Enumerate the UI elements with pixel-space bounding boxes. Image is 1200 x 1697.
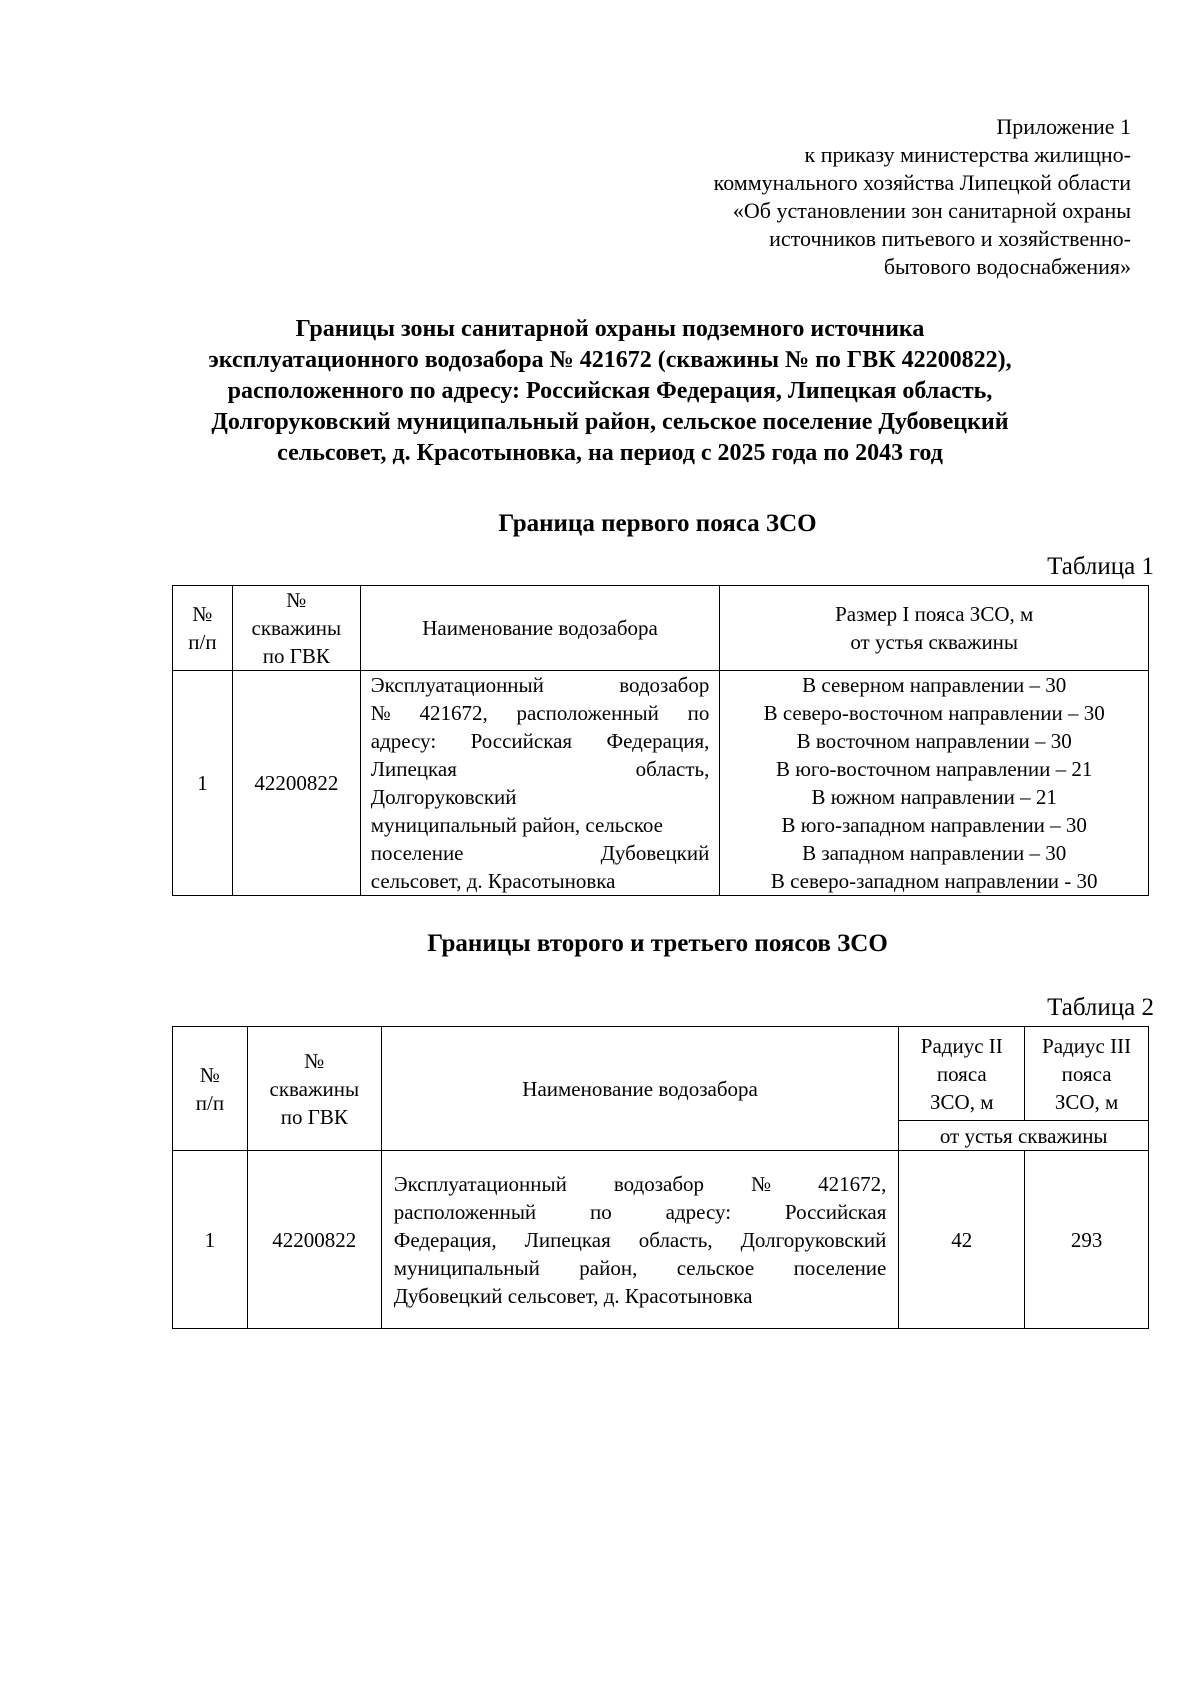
appendix-line: «Об установлении зон санитарной охраны <box>732 198 1131 223</box>
name-line <box>371 671 710 699</box>
name-word: Эксплуатационный <box>393 1171 567 1196</box>
title-line: эксплуатационного водозабора № 421672 (скважины № по ГВК 42200822), <box>208 347 1012 373</box>
cell-num: 1 <box>173 671 233 896</box>
table1-label: Таблица 1 <box>1047 553 1154 580</box>
direction-line: В северо-западном направлении - 30 <box>770 869 1098 893</box>
header-r3-line: Радиус III <box>1042 1033 1132 1058</box>
table-second-third-zone <box>172 1026 1149 1329</box>
header-r3-line: ЗСО, м <box>1054 1089 1119 1114</box>
name-word: по <box>590 1199 612 1224</box>
name-word: Федерация, <box>606 729 710 753</box>
header-r3-line: пояса <box>1061 1061 1112 1086</box>
section1-title: Граница первого пояса ЗСО <box>498 510 817 537</box>
name-word: расположенный <box>516 701 659 725</box>
appendix-line: Приложение 1 <box>996 114 1131 139</box>
name-word: по <box>687 701 710 725</box>
name-line <box>394 1226 887 1254</box>
name-word: Федерация, <box>393 1227 497 1252</box>
name-word: адресу: <box>370 729 437 753</box>
name-line <box>371 727 710 755</box>
name-word: Долгоруковский <box>740 1227 887 1252</box>
header-well-line: № <box>286 588 307 612</box>
cell-name <box>360 671 720 896</box>
header-num-line: № <box>192 602 213 626</box>
name-word: водозабор <box>619 673 710 697</box>
name-word: № <box>751 1171 772 1196</box>
header-num-line: п/п <box>188 630 217 654</box>
name-line: Долгоруковский <box>370 785 517 809</box>
cell-directions <box>720 671 1149 896</box>
name-word: поселение <box>793 1255 887 1280</box>
name-word: Липецкая <box>524 1227 611 1252</box>
title-line: Границы зоны санитарной охраны подземного источника <box>295 316 925 342</box>
cell-radius-3: 293 <box>1025 1151 1149 1329</box>
direction-line: В южном направлении – 21 <box>811 785 1057 809</box>
header-r2-line: пояса <box>936 1061 987 1086</box>
cell-name <box>381 1151 899 1329</box>
cell-well: 42200822 <box>232 671 360 896</box>
name-line: муниципальный район, сельское <box>370 813 663 837</box>
name-word: Эксплуатационный <box>370 673 544 697</box>
name-word: 421672, <box>818 1171 887 1196</box>
name-line <box>394 1170 887 1198</box>
table-header-row <box>173 586 1149 671</box>
name-word: № <box>370 701 391 725</box>
header-name: Наименование водозабора <box>360 586 720 671</box>
header-num-line: № <box>199 1062 220 1087</box>
name-word: расположенный <box>393 1199 537 1224</box>
title-line: сельсовет, д. Красотыновка, на период с 2025 года по 2043 год <box>277 440 943 466</box>
name-word: адресу: <box>665 1199 732 1224</box>
header-well-line: по ГВК <box>280 1104 348 1129</box>
name-word: район, <box>579 1255 638 1280</box>
title-line: Долгоруковский муниципальный район, сельское поселение Дубовецкий <box>211 409 1009 435</box>
header-r2-line: ЗСО, м <box>930 1089 994 1114</box>
name-line <box>371 699 710 727</box>
direction-line: В северном направлении – 30 <box>802 673 1067 697</box>
direction-line: В западном направлении – 30 <box>802 841 1067 865</box>
name-word: Липецкая <box>370 757 457 781</box>
cell-num: 1 <box>173 1151 248 1329</box>
direction-line: В северо-восточном направлении – 30 <box>763 701 1105 725</box>
name-word: Российская <box>784 1199 887 1224</box>
name-line: сельсовет, д. Красотыновка <box>370 869 616 893</box>
table-row <box>173 1151 1149 1329</box>
header-num-line: п/п <box>195 1090 225 1115</box>
header-name: Наименование водозабора <box>381 1027 899 1151</box>
header-radius-2 <box>899 1027 1025 1121</box>
direction-line: В юго-западном направлении – 30 <box>781 813 1087 837</box>
appendix-line: коммунального хозяйства Липецкой области <box>713 170 1131 195</box>
name-word: поселение <box>370 841 464 865</box>
table-row <box>173 671 1149 896</box>
name-word: муниципальный <box>393 1255 540 1280</box>
appendix-line: источников питьевого и хозяйственно- <box>769 226 1131 251</box>
name-line <box>371 755 710 783</box>
name-word: Дубовецкий <box>600 841 710 865</box>
header-well <box>232 586 360 671</box>
name-word: 421672, <box>419 701 488 725</box>
header-from-mouth: от устья скважины <box>899 1121 1149 1151</box>
name-line <box>394 1198 887 1226</box>
name-word: Российская <box>470 729 573 753</box>
table-first-zone <box>172 585 1149 896</box>
name-line <box>371 839 710 867</box>
header-well-line: по ГВК <box>262 644 330 668</box>
header-size <box>720 586 1149 671</box>
header-r2-line: Радиус II <box>920 1033 1003 1058</box>
appendix-line: бытового водоснабжения» <box>883 254 1131 279</box>
title-line: расположенного по адресу: Российская Федерация, Липецкая область, <box>227 378 993 404</box>
name-line <box>394 1254 887 1282</box>
name-word: область, <box>638 1227 713 1252</box>
header-well-line: скважины <box>251 616 342 640</box>
appendix-line: к приказу министерства жилищно- <box>804 142 1131 167</box>
appendix-header <box>571 113 1131 281</box>
header-num <box>173 586 233 671</box>
table2-label: Таблица 2 <box>1047 994 1154 1021</box>
header-well-line: скважины <box>269 1076 360 1101</box>
section2-title: Границы второго и третьего поясов ЗСО <box>427 930 888 957</box>
cell-well: 42200822 <box>247 1151 381 1329</box>
header-well-line: № <box>304 1048 325 1073</box>
table-header-row <box>173 1027 1149 1121</box>
document-title <box>150 314 1070 469</box>
name-line: Дубовецкий сельсовет, д. Красотыновка <box>393 1283 753 1308</box>
cell-radius-2: 42 <box>899 1151 1025 1329</box>
name-word: сельское <box>676 1255 755 1280</box>
direction-line: В восточном направлении – 30 <box>796 729 1072 753</box>
header-radius-3 <box>1025 1027 1149 1121</box>
header-size-line: от устья скважины <box>850 630 1019 654</box>
header-size-line: Размер I пояса ЗСО, м <box>835 602 1034 626</box>
name-word: водозабор <box>613 1171 705 1196</box>
header-num <box>173 1027 248 1151</box>
direction-line: В юго-восточном направлении – 21 <box>775 757 1093 781</box>
name-word: область, <box>635 757 710 781</box>
header-well <box>247 1027 381 1151</box>
